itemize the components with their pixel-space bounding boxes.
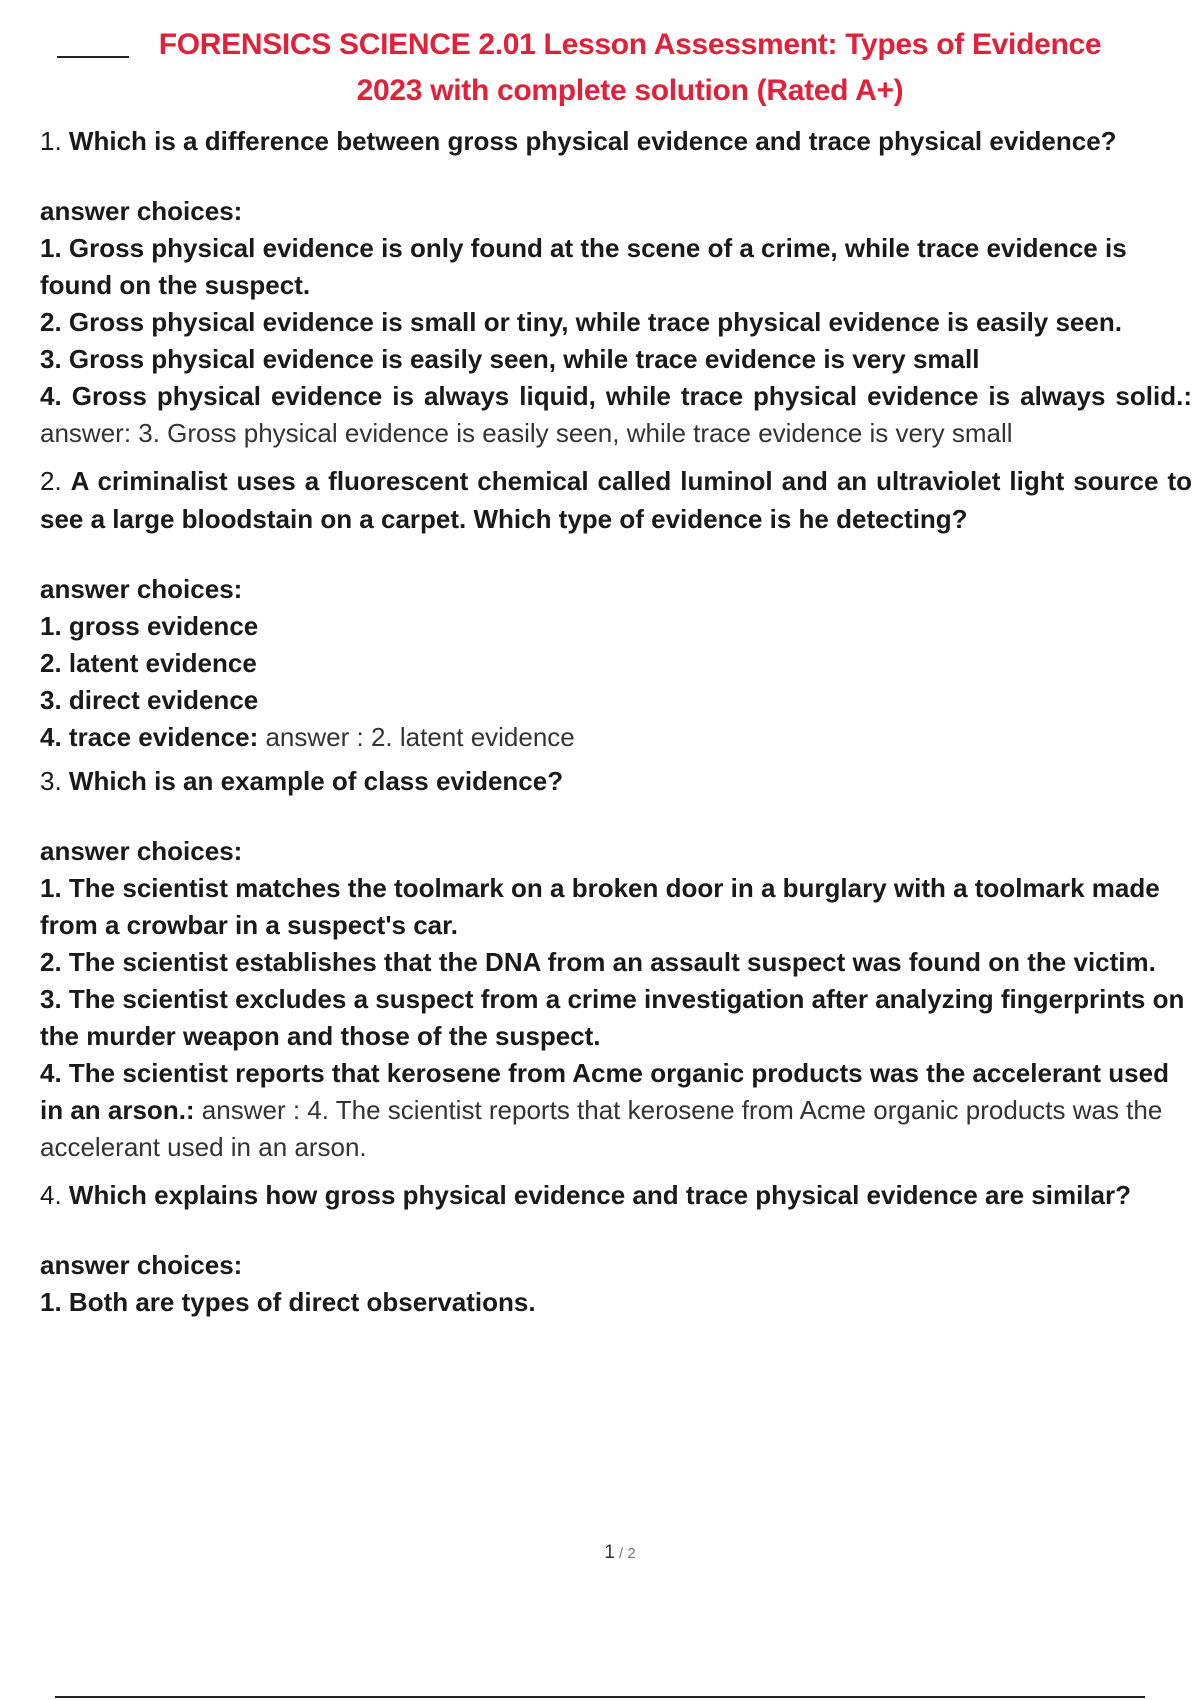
question-1-text: 1. Which is a difference between gross physical evidence and trace physical evidence?	[40, 126, 1117, 156]
current-page: 1	[604, 1542, 615, 1563]
answer-text: answer : 2. latent evidence	[258, 722, 575, 752]
page-separator: /	[614, 1545, 628, 1562]
choice-item: 2. Gross physical evidence is small or tiny, while trace physical evidence is easily seen.	[40, 307, 1122, 337]
question-1	[40, 122, 1192, 452]
choice-item: 1. gross evidence	[40, 611, 259, 641]
answer-choices-label: answer choices:	[40, 574, 243, 604]
answer-text: answer: 3. Gross physical evidence is easily seen, while trace evidence is very small	[40, 418, 1013, 448]
choice-item: 3. direct evidence	[40, 685, 259, 715]
title-line-1: FORENSICS SCIENCE 2.01 Lesson Assessment: Types of Evidence	[158, 28, 1102, 61]
answer-text: answer : 4. The scientist reports that kerosene from Acme organic products was the accelerant used in an arson.	[40, 1095, 1163, 1162]
document-body	[40, 122, 1192, 1329]
choice-item-with-answer: 4. trace evidence: answer : 2. latent evidence	[40, 722, 575, 752]
title-underline	[57, 56, 129, 58]
question-2-text: 2. A criminalist uses a fluorescent chemical called luminol and an ultraviolet light source to see a large bloodstain on a carpet. Which type of evidence is he detecting?	[40, 466, 1192, 534]
question-3-text: 3. Which is an example of class evidence?	[40, 766, 564, 796]
choice-item: 2. The scientist establishes that the DNA from an assault suspect was found on the victim.	[40, 947, 1156, 977]
choice-item-with-answer: 4. The scientist reports that kerosene from Acme organic products was the accelerant used in an arson.: answer : 4. The scientist reports that kerosene from Acme organic products was the accelerant used in an arson.	[40, 1058, 1169, 1162]
choice-item: 1. Gross physical evidence is only found at the scene of a crime, while trace evidence is found on the suspect.	[40, 233, 1127, 300]
question-4-text: 4. Which explains how gross physical evidence and trace physical evidence are similar?	[40, 1180, 1132, 1210]
choice-item: 2. latent evidence	[40, 648, 257, 678]
choice-item: 1. Both are types of direct observations.	[40, 1287, 536, 1317]
total-pages: 2	[627, 1545, 636, 1562]
page-indicator	[0, 1542, 1200, 1564]
document-title	[130, 22, 1130, 114]
question-4	[40, 1176, 1192, 1321]
title-line-2: 2023 with complete solution (Rated A+)	[356, 74, 904, 107]
question-3	[40, 762, 1192, 1166]
question-2	[40, 462, 1192, 756]
answer-choices-label: answer choices:	[40, 196, 243, 226]
choice-item: 1. The scientist matches the toolmark on a broken door in a burglary with a toolmark made from a crowbar in a suspect's car.	[40, 873, 1160, 940]
footer-divider	[55, 1696, 1145, 1698]
answer-choices-label: answer choices:	[40, 1250, 243, 1280]
choice-item: 3. Gross physical evidence is easily seen, while trace evidence is very small	[40, 344, 980, 374]
answer-choices-label: answer choices:	[40, 836, 243, 866]
choice-item: 3. The scientist excludes a suspect from a crime investigation after analyzing fingerprints on the murder weapon and those of the suspect.	[40, 984, 1185, 1051]
choice-item-with-answer: 4. Gross physical evidence is always liquid, while trace physical evidence is always solid.: answer: 3. Gross physical evidence is easily seen, while trace evidence is very small	[40, 381, 1192, 448]
